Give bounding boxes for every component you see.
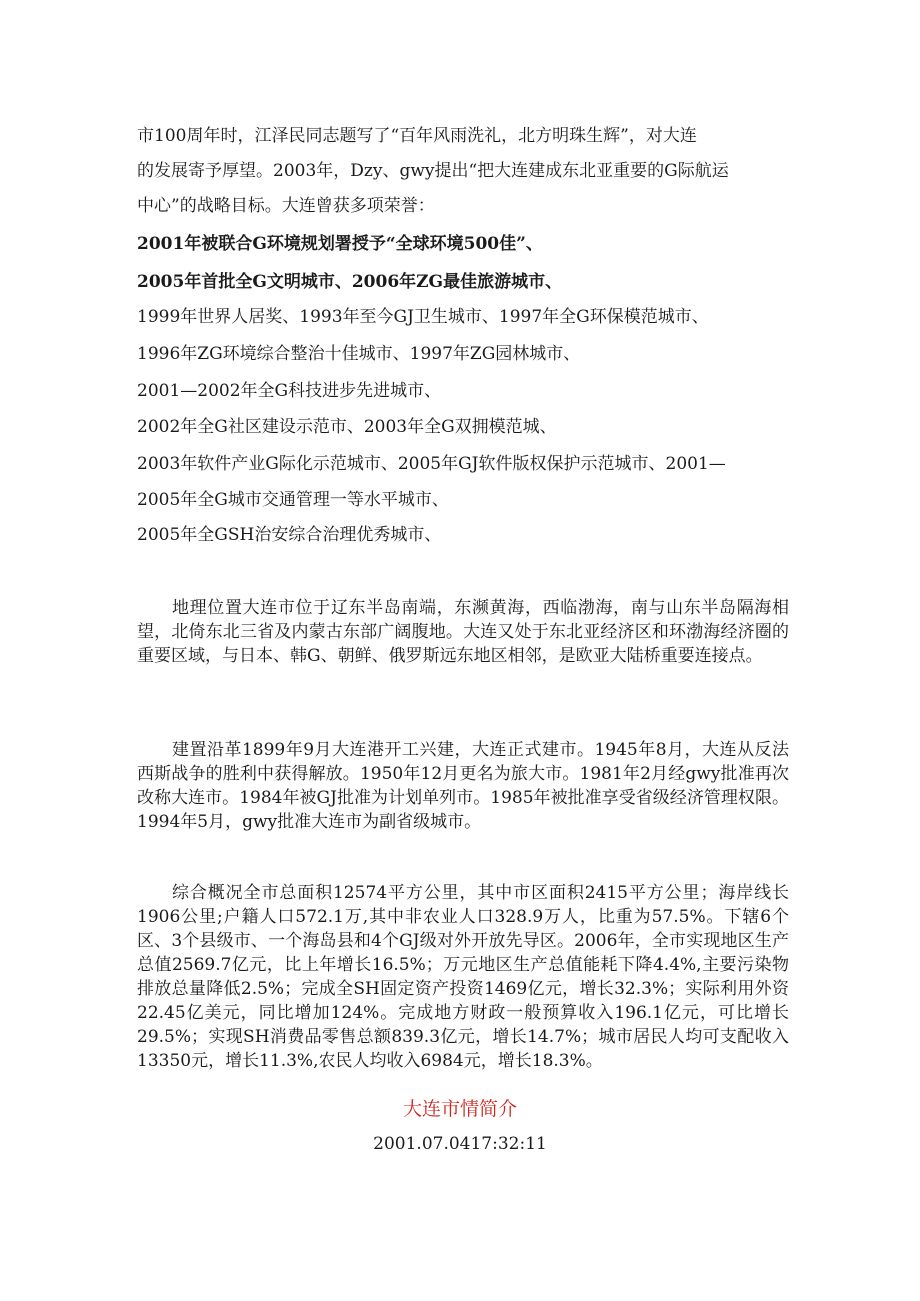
honor-line-9: 2005年全GSH治安综合治理优秀城市、 (137, 525, 442, 545)
history-paragraph: 建置沿革1899年9月大连港开工兴建，大连正式建市。1945年8月，大连从反法西斯战争的胜利中获得解放。1950年12月更名为旅大市。1981年2月经gwy批准再次改称大连市。1984年被GJ批准为计划单列市。1985年被批准享受省级经济管理权限。1994年5月，gwy批准大连市为副省级城市。 (137, 740, 789, 832)
honor-line-6: 2002年全G社区建设示范市、2003年全G双拥模范城、 (137, 417, 557, 437)
intro-line-1: 市100周年时，江泽民同志题写了“百年风雨洗礼，北方明珠生辉”，对大连 (137, 126, 697, 146)
overview-paragraph: 综合概况全市总面积12574平方公里，其中市区面积2415平方公里；海岸线长1906公里;户籍人口572.1万,其中非农业人口328.9万人，比重为57.5%。下辖6个区、3个县级市、一个海岛县和4个GJ级对外开放先导区。2006年，全市实现地区生产总值2569.7亿元，比上年增长16.5%；万元地区生产总值能耗下降4.4%,主要污染物排放总量降低2.5%；完成全SH固定资产投资1469亿元，增长32.3%；实际利用外资22.45亿美元，同比增加124%。完成地方财政一般预算收入196.1亿元，可比增长29.5%；实现SH消费品零售总额839.3亿元，增长14.7%；城市居民人均可支配收入13350元，增长11.3%,农民人均收入6984元，增长18.3%。 (137, 883, 789, 1071)
geography-paragraph: 地理位置大连市位于辽东半岛南端，东濒黄海，西临渤海，南与山东半岛隔海相望，北倚东北三省及内蒙古东部广阔腹地。大连又处于东北亚经济区和环渤海经济圈的重要区域，与日本、韩G、朝鲜、俄罗斯远东地区相邻，是欧亚大陆桥重要连接点。 (137, 598, 789, 666)
honor-line-2: 2005年首批全G文明城市、2006年ZG最佳旅游城市、 (137, 272, 563, 292)
honor-line-8: 2005年全G城市交通管理一等水平城市、 (137, 490, 449, 510)
intro-line-2: 的发展寄予厚望。2003年，Dzy、gwy提出“把大连建成东北亚重要的G际航运 (137, 161, 729, 181)
honor-line-7: 2003年软件产业G际化示范城市、2005年GJ软件版权保护示范城市、2001— (137, 454, 726, 474)
document-title: 大连市情简介 (402, 1098, 517, 1120)
document-datetime: 2001.07.0417:32:11 (373, 1134, 547, 1154)
intro-line-3: 中心”的战略目标。大连曾获多项荣誉： (137, 196, 435, 216)
honor-line-3: 1999年世界人居奖、1993年至今GJ卫生城市、1997年全G环保模范城市、 (137, 307, 709, 327)
honor-line-1: 2001年被联合G环境规划署授予“全球环境500佳”、 (137, 234, 543, 254)
honor-line-5: 2001—2002年全G科技进步先进城市、 (137, 381, 442, 401)
honor-line-4: 1996年ZG环境综合整治十佳城市、1997年ZG园林城市、 (137, 344, 581, 364)
